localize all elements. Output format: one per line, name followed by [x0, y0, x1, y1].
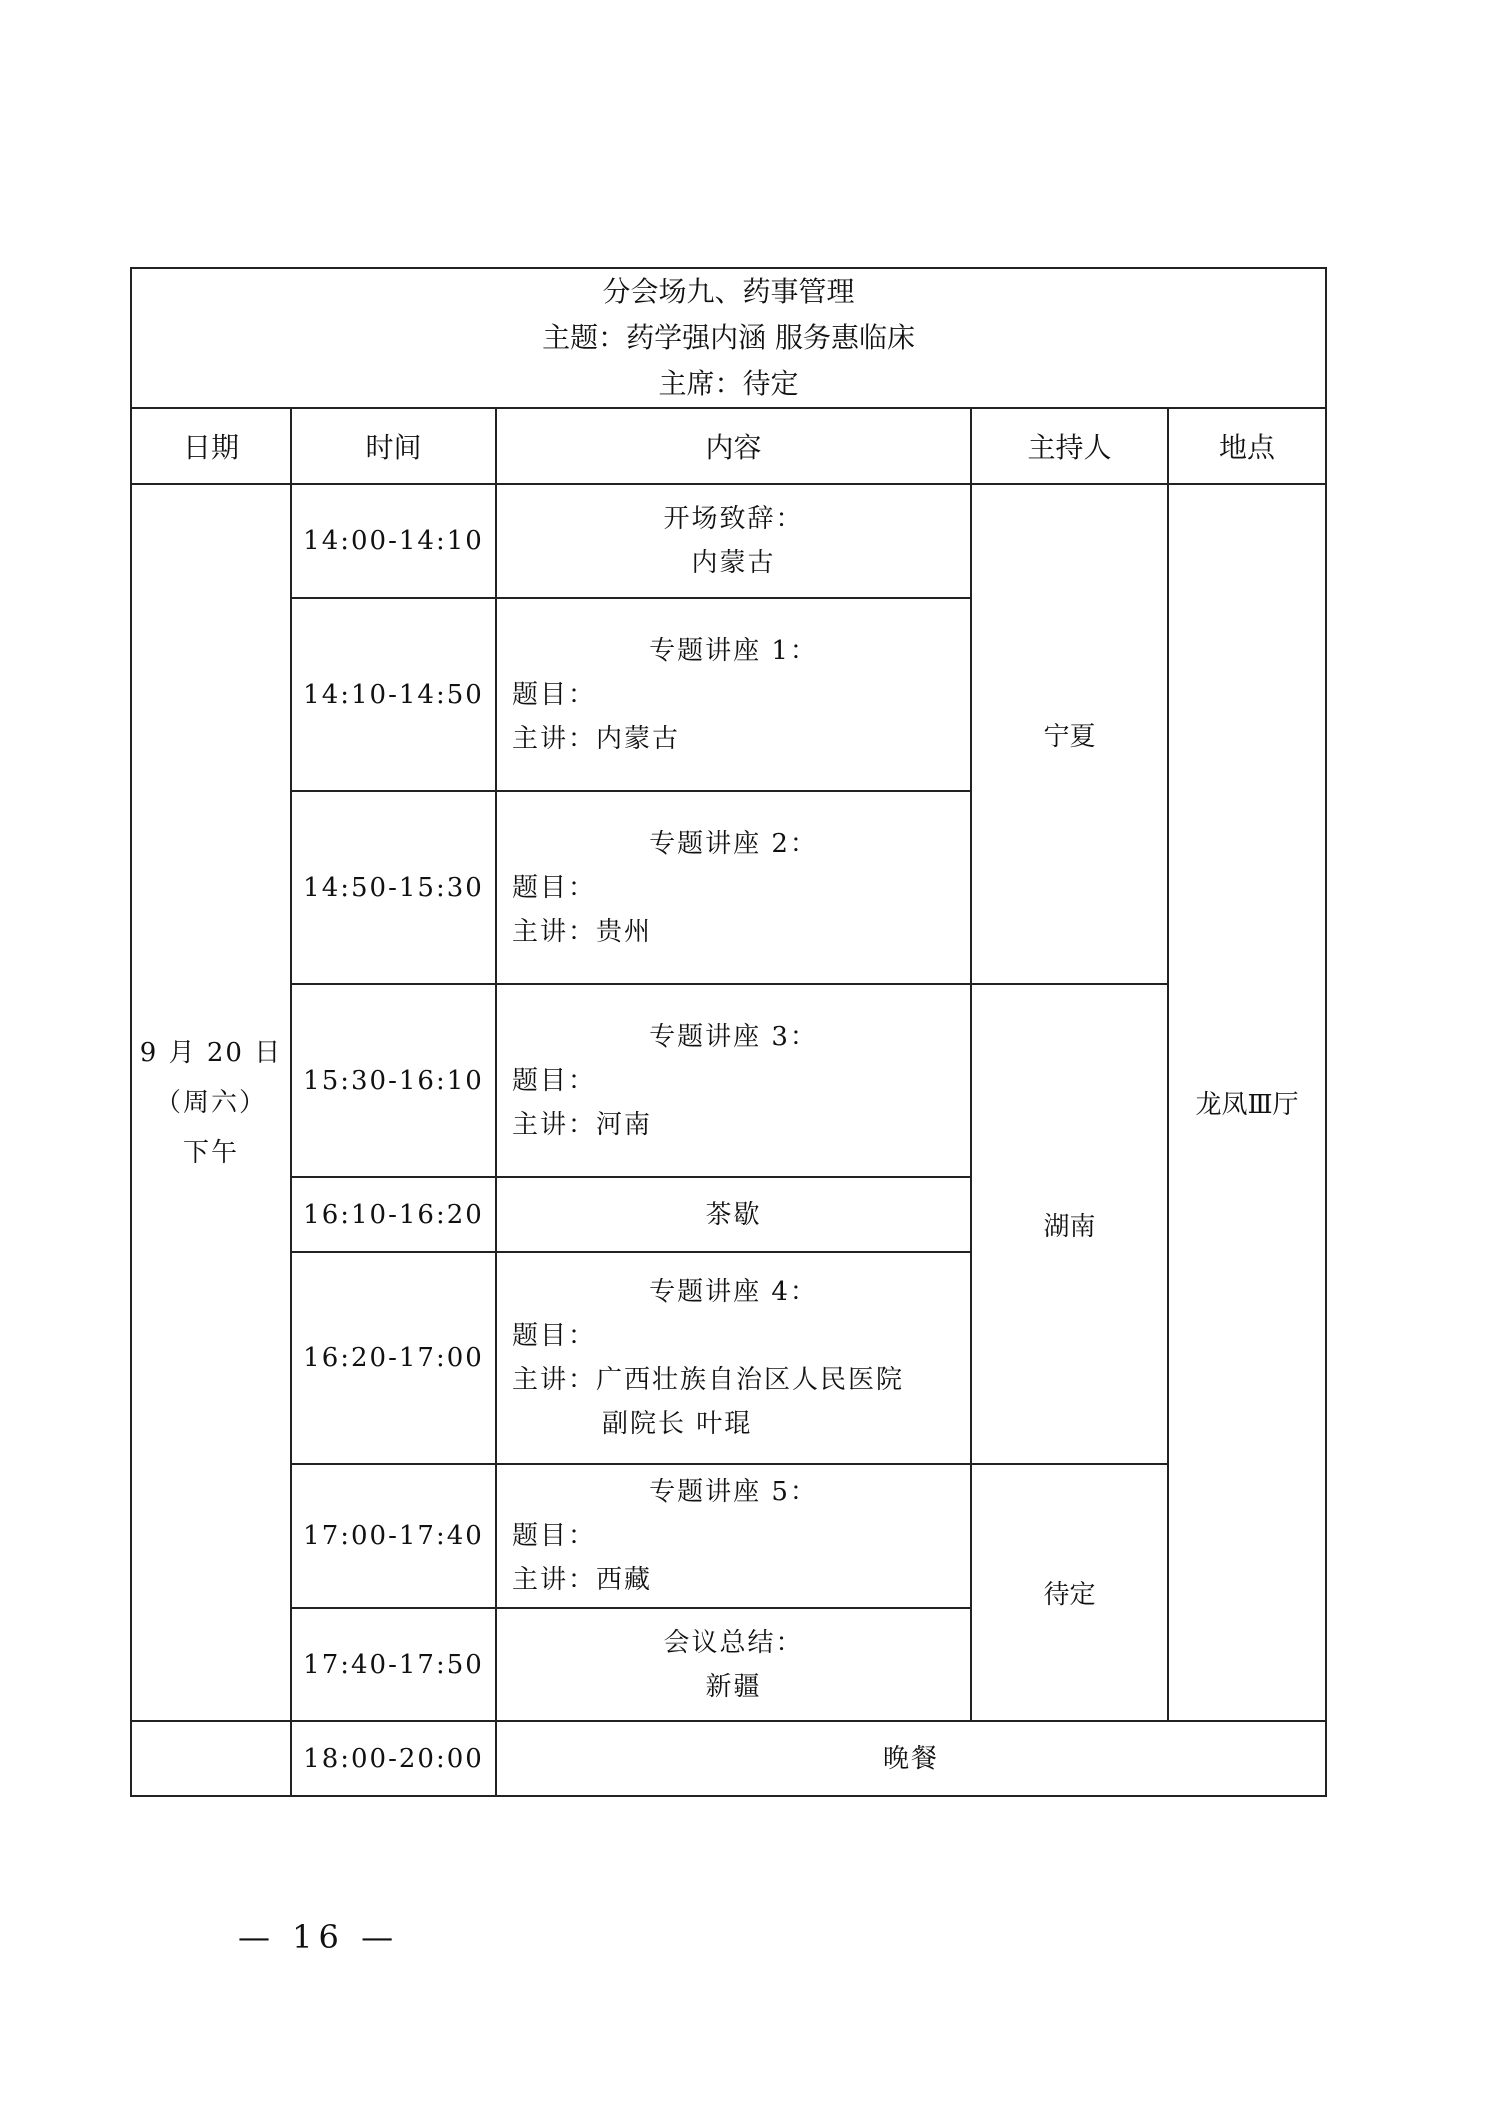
content-title: 会议总结：	[663, 1627, 804, 1658]
content-cell	[496, 598, 971, 791]
content-cell	[496, 484, 971, 598]
schedule-table	[130, 267, 1327, 1797]
content-title: 专题讲座 3：	[649, 1021, 818, 1052]
content-cell	[496, 791, 971, 984]
content-title: 茶歇	[705, 1199, 762, 1230]
page-number: — 16 —	[238, 1918, 400, 1956]
location-cell: 龙凤Ⅲ厅	[1168, 484, 1326, 1721]
table-row	[131, 1464, 1326, 1608]
content-speaker: 新疆	[705, 1671, 762, 1702]
content-title: 专题讲座 2：	[649, 828, 818, 859]
time-cell: 17:40-17:50	[291, 1608, 496, 1721]
content-cell	[496, 984, 971, 1177]
host-cell: 待定	[971, 1464, 1168, 1721]
session-theme: 主题：药学强内涵 服务惠临床	[542, 321, 915, 354]
content-title: 专题讲座 4：	[649, 1277, 818, 1307]
column-header-location: 地点	[1168, 408, 1326, 484]
content-title: 开场致辞：	[663, 504, 804, 534]
session-title: 分会场九、药事管理	[602, 275, 855, 308]
time-cell: 14:10-14:50	[291, 598, 496, 791]
host-cell: 宁夏	[971, 484, 1168, 984]
content-speaker: 主讲：西藏	[512, 1565, 653, 1595]
content-title: 专题讲座 1：	[649, 635, 818, 666]
time-cell: 17:00-17:40	[291, 1464, 496, 1608]
date-day: 9 月 20 日	[139, 1037, 283, 1068]
content-cell	[496, 1721, 1326, 1796]
content-speaker: 主讲：河南	[512, 1109, 653, 1140]
column-header-time: 时间	[291, 408, 496, 484]
content-speaker: 主讲：内蒙古	[512, 723, 681, 754]
content-title: 专题讲座 5：	[649, 1477, 818, 1507]
content-speaker: 主讲：贵州	[512, 916, 653, 947]
date-cell	[131, 484, 291, 1721]
host-cell: 湖南	[971, 984, 1168, 1464]
time-cell: 16:20-17:00	[291, 1252, 496, 1464]
content-topic: 题目：	[512, 872, 597, 903]
content-topic: 题目：	[512, 1065, 597, 1096]
content-topic: 题目：	[512, 1521, 597, 1551]
time-cell: 14:00-14:10	[291, 484, 496, 598]
column-header-content: 内容	[496, 408, 971, 484]
content-cell	[496, 1252, 971, 1464]
content-topic: 题目：	[512, 679, 597, 710]
session-header-row	[131, 268, 1326, 408]
content-topic: 题目：	[512, 1321, 597, 1351]
date-weekday: （周六）	[154, 1087, 267, 1118]
content-cell	[496, 1177, 971, 1252]
session-header	[131, 268, 1326, 408]
column-header-host: 主持人	[971, 408, 1168, 484]
time-cell: 18:00-20:00	[291, 1721, 496, 1796]
date-period: 下午	[182, 1137, 239, 1168]
content-cell	[496, 1464, 971, 1608]
session-chair: 主席：待定	[658, 367, 799, 400]
time-cell: 15:30-16:10	[291, 984, 496, 1177]
content-speaker: 内蒙古	[691, 548, 776, 578]
time-cell: 14:50-15:30	[291, 791, 496, 984]
content-speaker: 主讲：广西壮族自治区人民医院	[512, 1365, 905, 1395]
time-cell: 16:10-16:20	[291, 1177, 496, 1252]
column-header-date: 日期	[131, 408, 291, 484]
content-title: 晚餐	[883, 1743, 940, 1774]
table-row	[131, 1721, 1326, 1796]
content-cell	[496, 1608, 971, 1721]
table-row	[131, 484, 1326, 598]
content-speaker-title: 副院长 叶琨	[602, 1409, 753, 1439]
table-row	[131, 984, 1326, 1177]
column-header-row	[131, 408, 1326, 484]
date-cell-empty	[131, 1721, 291, 1796]
